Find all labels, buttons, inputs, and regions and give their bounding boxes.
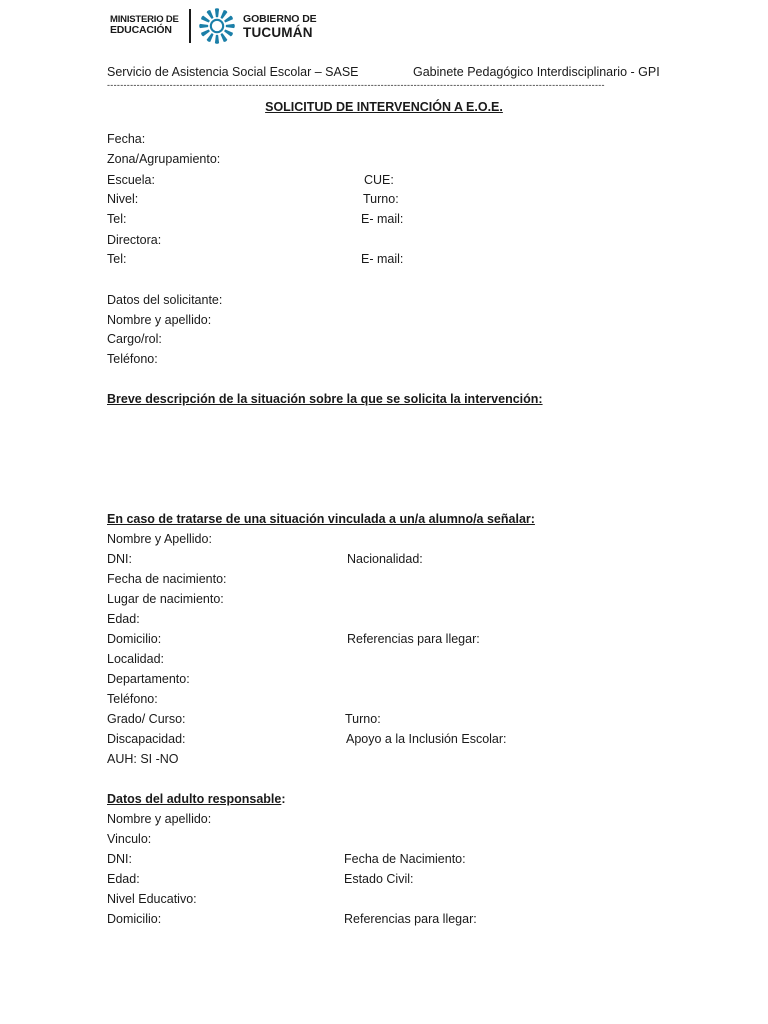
alumno-referencias-label: Referencias para llegar: <box>347 632 480 646</box>
gobierno-logo-text <box>243 13 317 39</box>
tel-label: Tel: <box>107 212 127 226</box>
alumno-discapacidad-label: Discapacidad: <box>107 732 186 746</box>
alumno-domicilio-label: Domicilio: <box>107 632 162 646</box>
solicitante-cargo-label: Cargo/rol: <box>107 332 162 346</box>
email-label: E- mail: <box>361 212 404 226</box>
logo-divider <box>189 9 191 43</box>
email2-label: E- mail: <box>361 252 404 266</box>
alumno-nombre-label: Nombre y Apellido: <box>107 532 212 546</box>
descripcion-heading: Breve descripción de la situación sobre la que se solicita la intervención: <box>107 392 543 406</box>
ministerio-logo-text <box>110 14 179 36</box>
gobierno-line1: GOBIERNO DE <box>243 13 317 25</box>
alumno-turno-label: Turno: <box>345 712 381 726</box>
turno-label: Turno: <box>363 192 399 206</box>
adulto-heading <box>107 792 286 806</box>
directora-label: Directora: <box>107 233 162 247</box>
zona-label: Zona/Agrupamiento: <box>107 152 221 166</box>
solicitante-nombre-label: Nombre y apellido: <box>107 313 212 327</box>
adulto-heading-text: Datos del adulto responsable <box>107 792 282 806</box>
ministerio-line2: EDUCACIÓN <box>110 24 172 36</box>
fecha-label: Fecha: <box>107 132 146 146</box>
cue-label: CUE: <box>364 173 394 187</box>
nivel-label: Nivel: <box>107 192 139 206</box>
adulto-domicilio-label: Domicilio: <box>107 912 162 926</box>
alumno-nacionalidad-label: Nacionalidad: <box>347 552 423 566</box>
adulto-dni-label: DNI: <box>107 852 132 866</box>
adulto-vinculo-label: Vinculo: <box>107 832 152 846</box>
adulto-nombre-label: Nombre y apellido: <box>107 812 212 826</box>
escuela-label: Escuela: <box>107 173 155 187</box>
alumno-heading: En caso de tratarse de una situación vinculada a un/a alumno/a señalar: <box>107 512 535 526</box>
adulto-referencias-label: Referencias para llegar: <box>344 912 477 926</box>
adulto-fecha-nac-label: Fecha de Nacimiento: <box>344 852 466 866</box>
tucuman-government-star-icon <box>197 7 237 45</box>
alumno-dni-label: DNI: <box>107 552 132 566</box>
alumno-grado-label: Grado/ Curso: <box>107 712 186 726</box>
solicitante-heading: Datos del solicitante: <box>107 293 223 307</box>
adulto-estado-civil-label: Estado Civil: <box>344 872 414 886</box>
page-title <box>0 100 768 114</box>
alumno-fecha-nac-label: Fecha de nacimiento: <box>107 572 227 586</box>
alumno-localidad-label: Localidad: <box>107 652 164 666</box>
alumno-departamento-label: Departamento: <box>107 672 190 686</box>
solicitante-telefono-label: Teléfono: <box>107 352 158 366</box>
alumno-auh-label: AUH: SI -NO <box>107 752 179 766</box>
alumno-lugar-nac-label: Lugar de nacimiento: <box>107 592 224 606</box>
adulto-nivel-educativo-label: Nivel Educativo: <box>107 892 197 906</box>
header-separator: ------------------------------------------------------------------------------------------------------------------------------------------------------- <box>107 80 605 90</box>
ministerio-line1: MINISTERIO DE <box>110 14 179 25</box>
adulto-heading-colon: : <box>281 792 286 806</box>
header-left: Servicio de Asistencia Social Escolar – SASE <box>107 65 359 79</box>
gobierno-line2: TUCUMÁN <box>243 25 313 40</box>
adulto-edad-label: Edad: <box>107 872 140 886</box>
page-title-text: SOLICITUD DE INTERVENCIÓN A E.O.E. <box>265 100 503 114</box>
tel2-label: Tel: <box>107 252 127 266</box>
alumno-edad-label: Edad: <box>107 612 140 626</box>
header-right: Gabinete Pedagógico Interdisciplinario - GPI <box>413 65 660 79</box>
alumno-telefono-label: Teléfono: <box>107 692 158 706</box>
alumno-apoyo-label: Apoyo a la Inclusión Escolar: <box>346 732 507 746</box>
